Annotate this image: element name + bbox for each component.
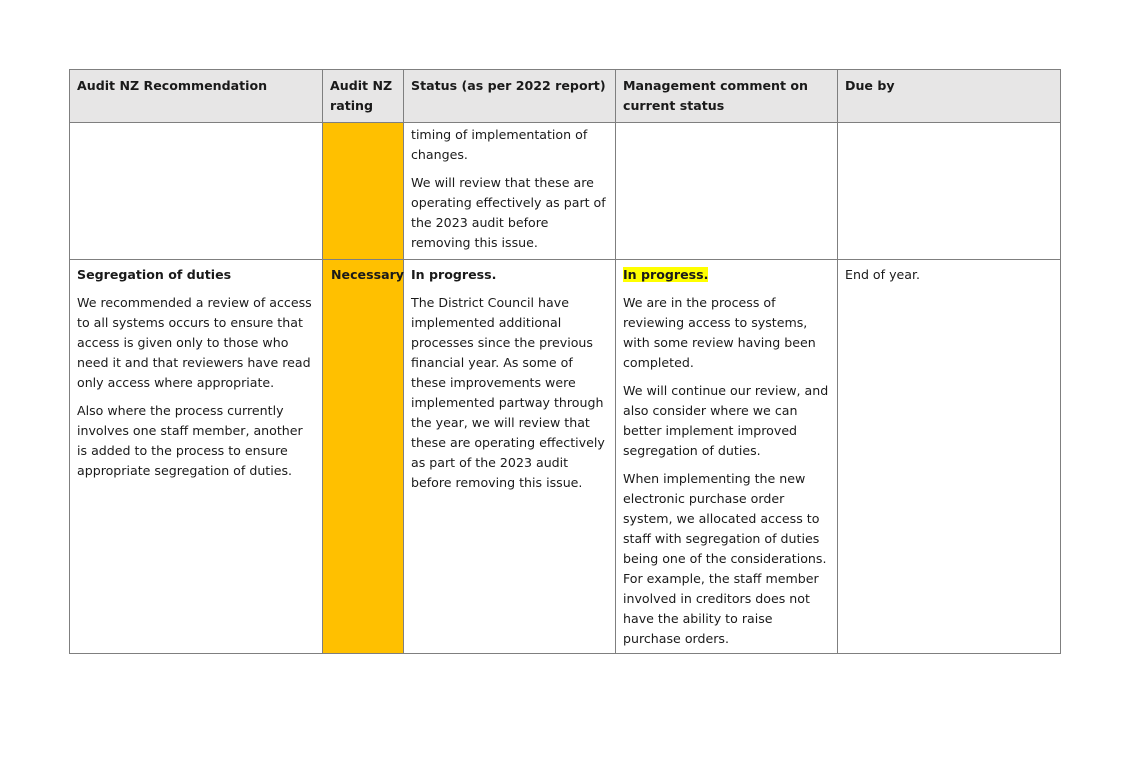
table-header-row (70, 70, 1061, 123)
status-paragraph: The District Council have implemented additional processes since the previous financial year. As some of these improvements were implemented partway through the year, we will review that these are operating effectively as part of the 2023 audit before removing this issue. (411, 295, 605, 490)
status-paragraph: timing of implementation of changes. (411, 127, 588, 162)
recommendation-cell (70, 260, 323, 654)
header-rating: Audit NZ rating (323, 70, 404, 123)
status-paragraph: We will review that these are operating effectively as part of the 2023 audit before removing this issue. (411, 175, 606, 250)
due-by-value: End of year. (845, 267, 921, 282)
rating-badge: Necessary (331, 267, 404, 282)
recommendation-paragraph: Also where the process currently involves one staff member, another is added to the process to ensure appropriate segregation of duties. (77, 403, 303, 478)
due-by-cell (838, 123, 1061, 260)
header-recommendation: Audit NZ Recommendation (70, 70, 323, 123)
management-paragraph: We will continue our review, and also consider where we can better implement improved segregation of duties. (623, 383, 829, 458)
recommendation-cell (70, 123, 323, 260)
management-paragraph: When implementing the new electronic purchase order system, we allocated access to staff with segregation of duties being one of the considerations. For example, the staff member involved in creditors does not have the ability to raise purchase orders. (623, 471, 827, 646)
header-status: Status (as per 2022 report) (404, 70, 616, 123)
header-due-by: Due by (838, 70, 1061, 123)
rating-cell (323, 123, 404, 260)
recommendations-table (69, 69, 1061, 654)
management-status-highlight: In progress. (623, 267, 709, 282)
status-title: In progress. (411, 267, 497, 282)
recommendation-paragraph: We recommended a review of access to all systems occurs to ensure that access is given only to those who need it and that reviewers have read only access where appropriate. (77, 295, 312, 390)
header-management-comment: Management comment on current status (616, 70, 838, 123)
rating-cell (323, 260, 404, 654)
table-row (70, 123, 1061, 260)
status-cell (404, 260, 616, 654)
table-row (70, 260, 1061, 654)
due-by-cell (838, 260, 1061, 654)
management-paragraph: We are in the process of reviewing access to systems, with some review having been completed. (623, 295, 816, 370)
status-cell (404, 123, 616, 260)
management-comment-cell (616, 260, 838, 654)
recommendation-title: Segregation of duties (77, 267, 232, 282)
management-comment-cell (616, 123, 838, 260)
